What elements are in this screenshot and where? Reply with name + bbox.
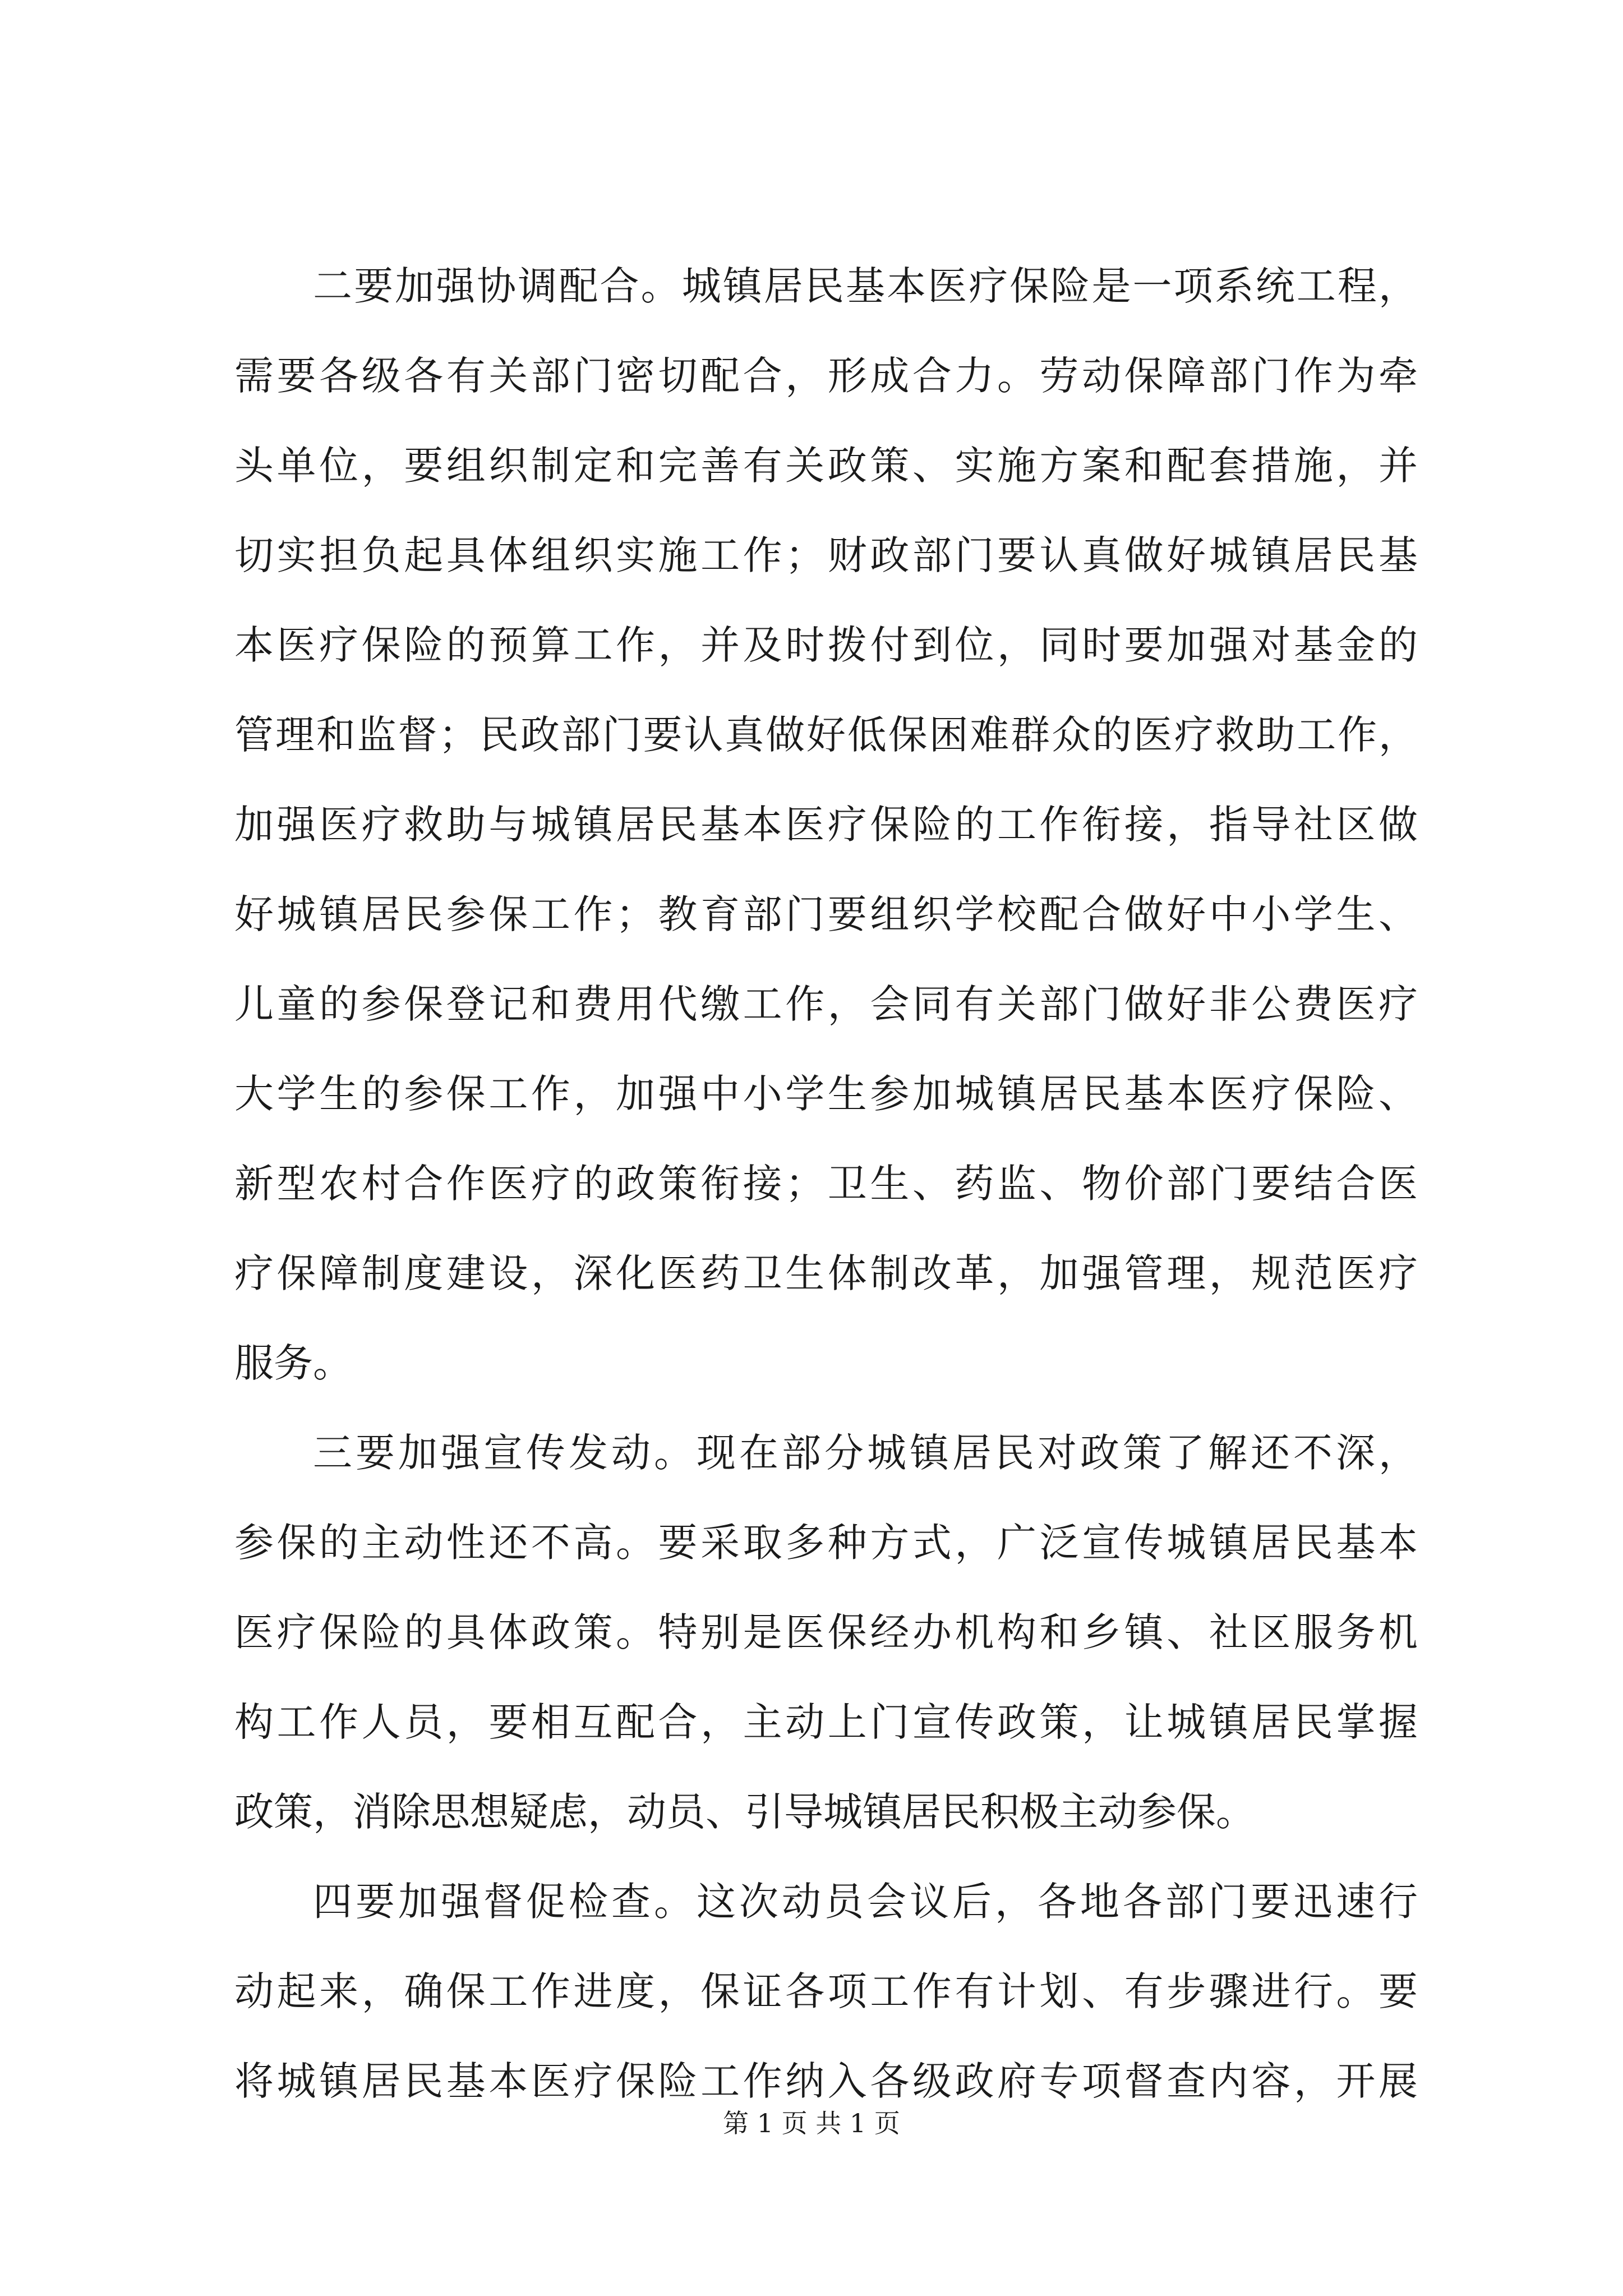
paragraph-2-line-11: 新型农村合作医疗的政策衔接；卫生、药监、物价部门要结合医: [234, 1161, 1418, 1207]
paragraph-2-line-5: 本医疗保险的预算工作，并及时拨付到位，同时要加强对基金的: [234, 622, 1418, 668]
paragraph-2-line-6: 管理和监督；民政部门要认真做好低保困难群众的医疗救助工作，: [234, 712, 1418, 758]
paragraph-2-line-4: 切实担负起具体组织实施工作；财政部门要认真做好城镇居民基: [234, 532, 1418, 578]
paragraph-2-line-2: 需要各级各有关部门密切配合，形成合力。劳动保障部门作为牵: [234, 353, 1418, 399]
document-body: [234, 241, 1418, 2126]
paragraph-3-line-3: 医疗保险的具体政策。特别是医保经办机构和乡镇、社区服务机: [234, 1609, 1418, 1655]
paragraph-2-line-9: 儿童的参保登记和费用代缴工作，会同有关部门做好非公费医疗: [234, 981, 1418, 1027]
paragraph-4-line-1: 四要加强督促检查。这次动员会议后，各地各部门要迅速行: [313, 1879, 1418, 1925]
page-number-label: 第 1 页 共 1 页: [723, 2108, 900, 2138]
paragraph-2-line-12: 疗保障制度建设，深化医药卫生体制改革，加强管理，规范医疗: [234, 1250, 1418, 1296]
paragraph-3-line-4: 构工作人员，要相互配合，主动上门宣传政策，让城镇居民掌握: [234, 1699, 1418, 1745]
page-footer: [0, 2106, 1623, 2140]
paragraph-3-line-5: 政策，消除思想疑虑，动员、引导城镇居民积极主动参保。: [234, 1789, 1255, 1835]
paragraph-2-line-8: 好城镇居民参保工作；教育部门要组织学校配合做好中小学生、: [234, 891, 1418, 937]
paragraph-4-line-3: 将城镇居民基本医疗保险工作纳入各级政府专项督查内容，开展: [234, 2058, 1418, 2104]
paragraph-3-line-1: 三要加强宣传发动。现在部分城镇居民对政策了解还不深，: [313, 1430, 1418, 1476]
paragraph-2-line-3: 头单位，要组织制定和完善有关政策、实施方案和配套措施，并: [234, 443, 1418, 489]
paragraph-2-line-7: 加强医疗救助与城镇居民基本医疗保险的工作衔接，指导社区做: [234, 802, 1418, 848]
paragraph-4-line-2: 动起来，确保工作进度，保证各项工作有计划、有步骤进行。要: [234, 1968, 1418, 2014]
paragraph-2-line-10: 大学生的参保工作，加强中小学生参加城镇居民基本医疗保险、: [234, 1071, 1418, 1117]
paragraph-3-line-2: 参保的主动性还不高。要采取多种方式，广泛宣传城镇居民基本: [234, 1520, 1418, 1566]
paragraph-2-line-13: 服务。: [234, 1340, 352, 1386]
paragraph-2-line-1: 二要加强协调配合。城镇居民基本医疗保险是一项系统工程，: [313, 263, 1418, 309]
